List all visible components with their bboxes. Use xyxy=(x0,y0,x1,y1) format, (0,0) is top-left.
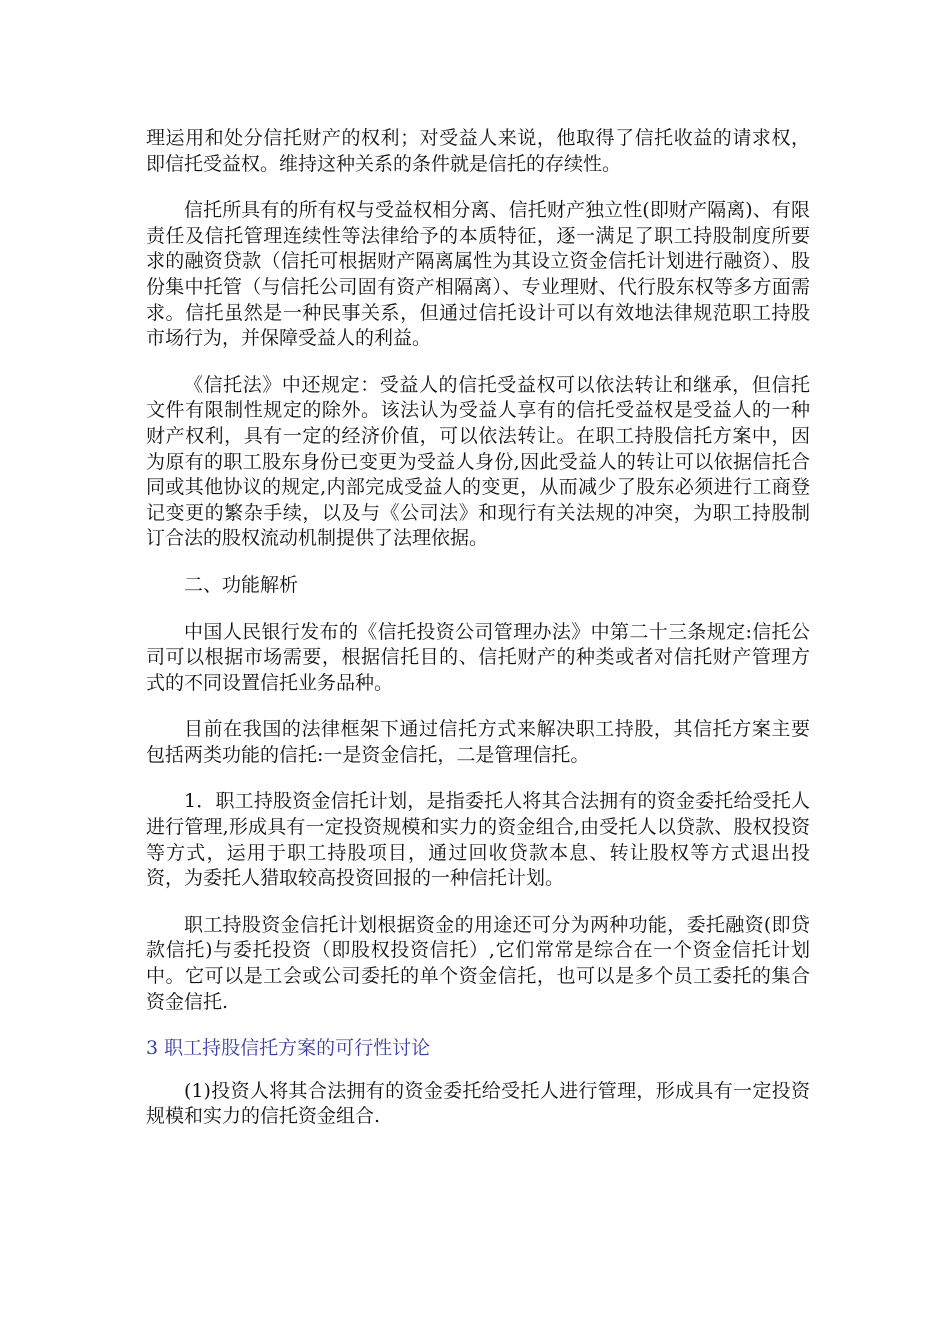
paragraph-legal-framework: 目前在我国的法律框架下通过信托方式来解决职工持股，其信托方案主要包括两类功能的信托:一是资金信托，二是管理信托。 xyxy=(146,718,810,766)
paragraph-trust-law: 《信托法》中还规定：受益人的信托受益权可以依法转让和继承，但信托文件有限制性规定的除外。该法认为受益人享有的信托受益权是受益人的一种财产权利，具有一定的经济价值，可以依法转让。在职工持股信托方案中，因为原有的职工股东身份已变更为受益人身份,因此受益人的转让可以依据信托合同或其他协议的规定,内部完成受益人的变更，从而减少了股东必须进行工商登记变更的繁杂手续，以及与《公司法》和现行有关法规的冲突，为职工持股制订合法的股权流动机制提供了法理依据。 xyxy=(146,373,810,550)
paragraph-pboc-regulation: 中国人民银行发布的《信托投资公司管理办法》中第二十三条规定:信托公司可以根据市场需要，根据信托目的、信托财产的种类或者对信托财产管理方式的不同设置信托业务品种。 xyxy=(146,620,810,694)
section-heading-feasibility: 3 职工持股信托方案的可行性讨论 xyxy=(146,1037,431,1060)
document-page xyxy=(146,112,810,1151)
paragraph-trust-rights: 理运用和处分信托财产的权利；对受益人来说，他取得了信托收益的请求权，即信托受益权。维持这种关系的条件就是信托的存续性。 xyxy=(146,127,810,175)
section-title-function-analysis: 二、功能解析 xyxy=(184,573,299,596)
paragraph-fund-trust-functions: 职工持股资金信托计划根据资金的用途还可分为两种功能，委托融资(即贷款信托)与委托投资（即股权投资信托）,它们常常是综合在一个资金信托计划中。它可以是工会或公司委托的单个资金信托，也可以是多个员工委托的集合资金信托. xyxy=(146,913,810,1013)
paragraph-investor-entrust: (1)投资人将其合法拥有的资金委托给受托人进行管理，形成具有一定投资规模和实力的信托资金组合. xyxy=(146,1079,810,1128)
paragraph-trust-features: 信托所具有的所有权与受益权相分离、信托财产独立性(即财产隔离)、有限责任及信托管理连续性等法律给予的本质特征，逐一满足了职工持股制度所要求的融资贷款（信托可根据财产隔离属性为其设立资金信托计划进行融资）、股份集中托管（与信托公司固有资产相隔离）、专业理财、代行股东权等多方面需求。信托虽然是一种民事关系，但通过信托设计可以有效地法律规范职工持股市场行为，并保障受益人的利益。 xyxy=(146,199,810,350)
paragraph-fund-trust-plan: 1．职工持股资金信托计划，是指委托人将其合法拥有的资金委托给受托人进行管理,形成具有一定投资规模和实力的资金组合,由受托人以贷款、股权投资等方式，运用于职工持股项目，通过回收贷款本息、转让股权等方式退出投资，为委托人猎取较高投资回报的一种信托计划。 xyxy=(146,790,810,890)
